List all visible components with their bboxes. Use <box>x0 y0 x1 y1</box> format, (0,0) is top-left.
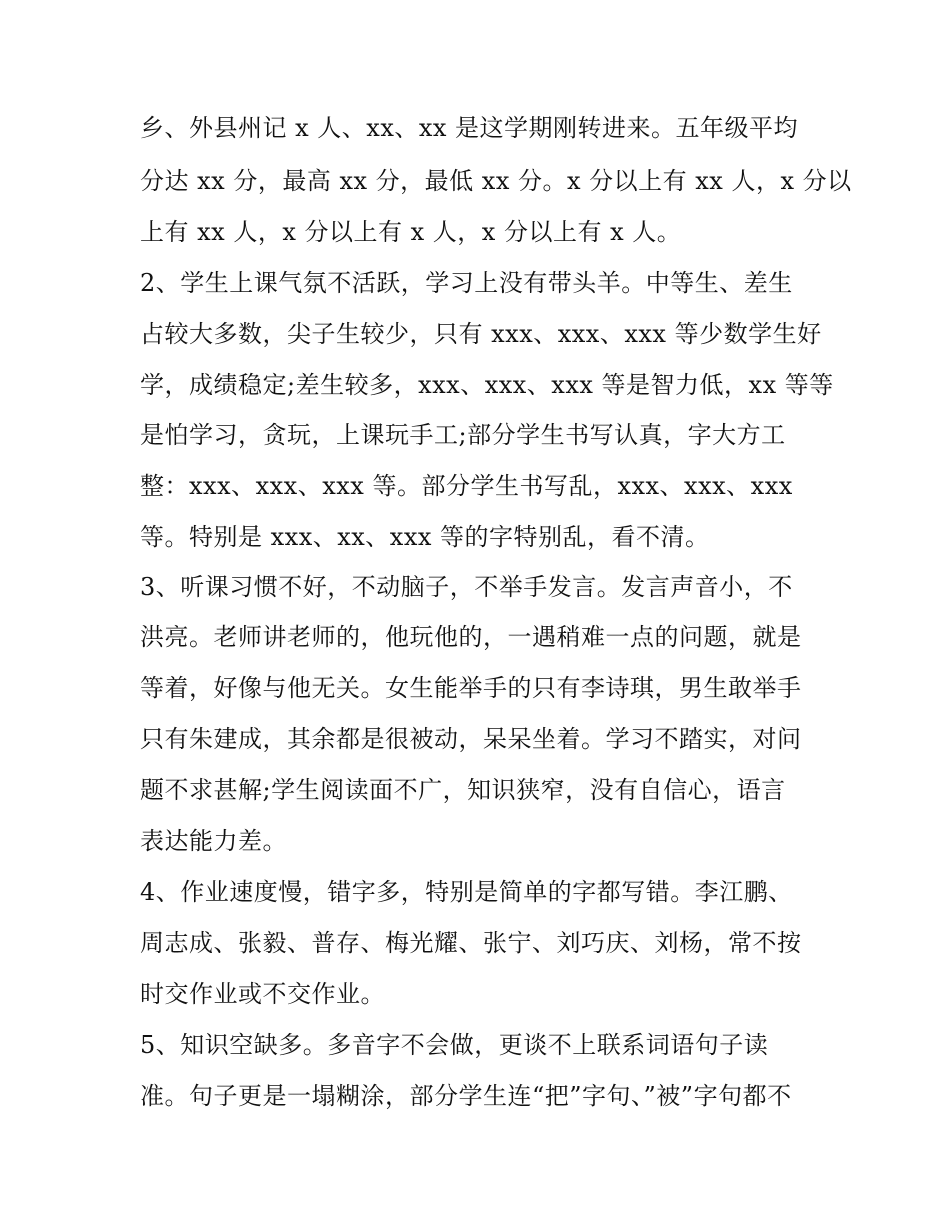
text-line: 等。特别是 xxx、xx、xxx 等的字特别乱，看不清。 <box>140 523 710 551</box>
text-line: 表达能力差。 <box>140 827 287 855</box>
text-line: 洪亮。老师讲老师的，他玩他的，一遇稍难一点的问题，就是 <box>140 623 802 651</box>
text-line: 只有朱建成，其余都是很被动，呆呆坐着。学习不踏实，对问 <box>140 725 802 753</box>
text-line: 占较大多数，尖子生较少，只有 xxx、xxx、xxx 等少数学生好 <box>140 320 822 348</box>
text-line: 准。句子更是一塌糊涂，部分学生连“把”字句、”被”字句都不 <box>140 1082 792 1110</box>
text-line: 上有 xx 人，x 分以上有 x 人，x 分以上有 x 人。 <box>140 218 682 246</box>
text-line: 学，成绩稳定;差生较多，xxx、xxx、xxx 等是智力低，xx 等等 <box>140 371 834 399</box>
text-line: 乡、外县州记 x 人、xx、xx 是这学期刚转进来。五年级平均 <box>140 114 799 142</box>
text-line: 是怕学习，贪玩，上课玩手工;部分学生书写认真，字大方工 <box>140 421 786 449</box>
text-line: 2、学生上课气氛不活跃，学习上没有带头羊。中等生、差生 <box>140 269 793 297</box>
text-line: 3、听课习惯不好，不动脑子，不举手发言。发言声音小，不 <box>140 573 793 601</box>
text-line: 整：xxx、xxx、xxx 等。部分学生书写乱，xxx、xxx、xxx <box>140 472 793 500</box>
text-line: 分达 xx 分，最高 xx 分，最低 xx 分。x 分以上有 xx 人，x 分以 <box>140 167 852 195</box>
text-line: 5、知识空缺多。多音字不会做，更谈不上联系词语句子读 <box>140 1031 769 1059</box>
text-line: 题不求甚解;学生阅读面不广，知识狭窄，没有自信心，语言 <box>140 776 786 804</box>
text-line: 等着，好像与他无关。女生能举手的只有李诗琪，男生敢举手 <box>140 674 802 702</box>
text-line: 时交作业或不交作业。 <box>140 980 385 1008</box>
text-line: 周志成、张毅、普存、梅光耀、张宁、刘巧庆、刘杨，常不按 <box>140 929 802 957</box>
text-line: 4、作业速度慢，错字多，特别是简单的字都写错。李江鹏、 <box>140 878 793 906</box>
